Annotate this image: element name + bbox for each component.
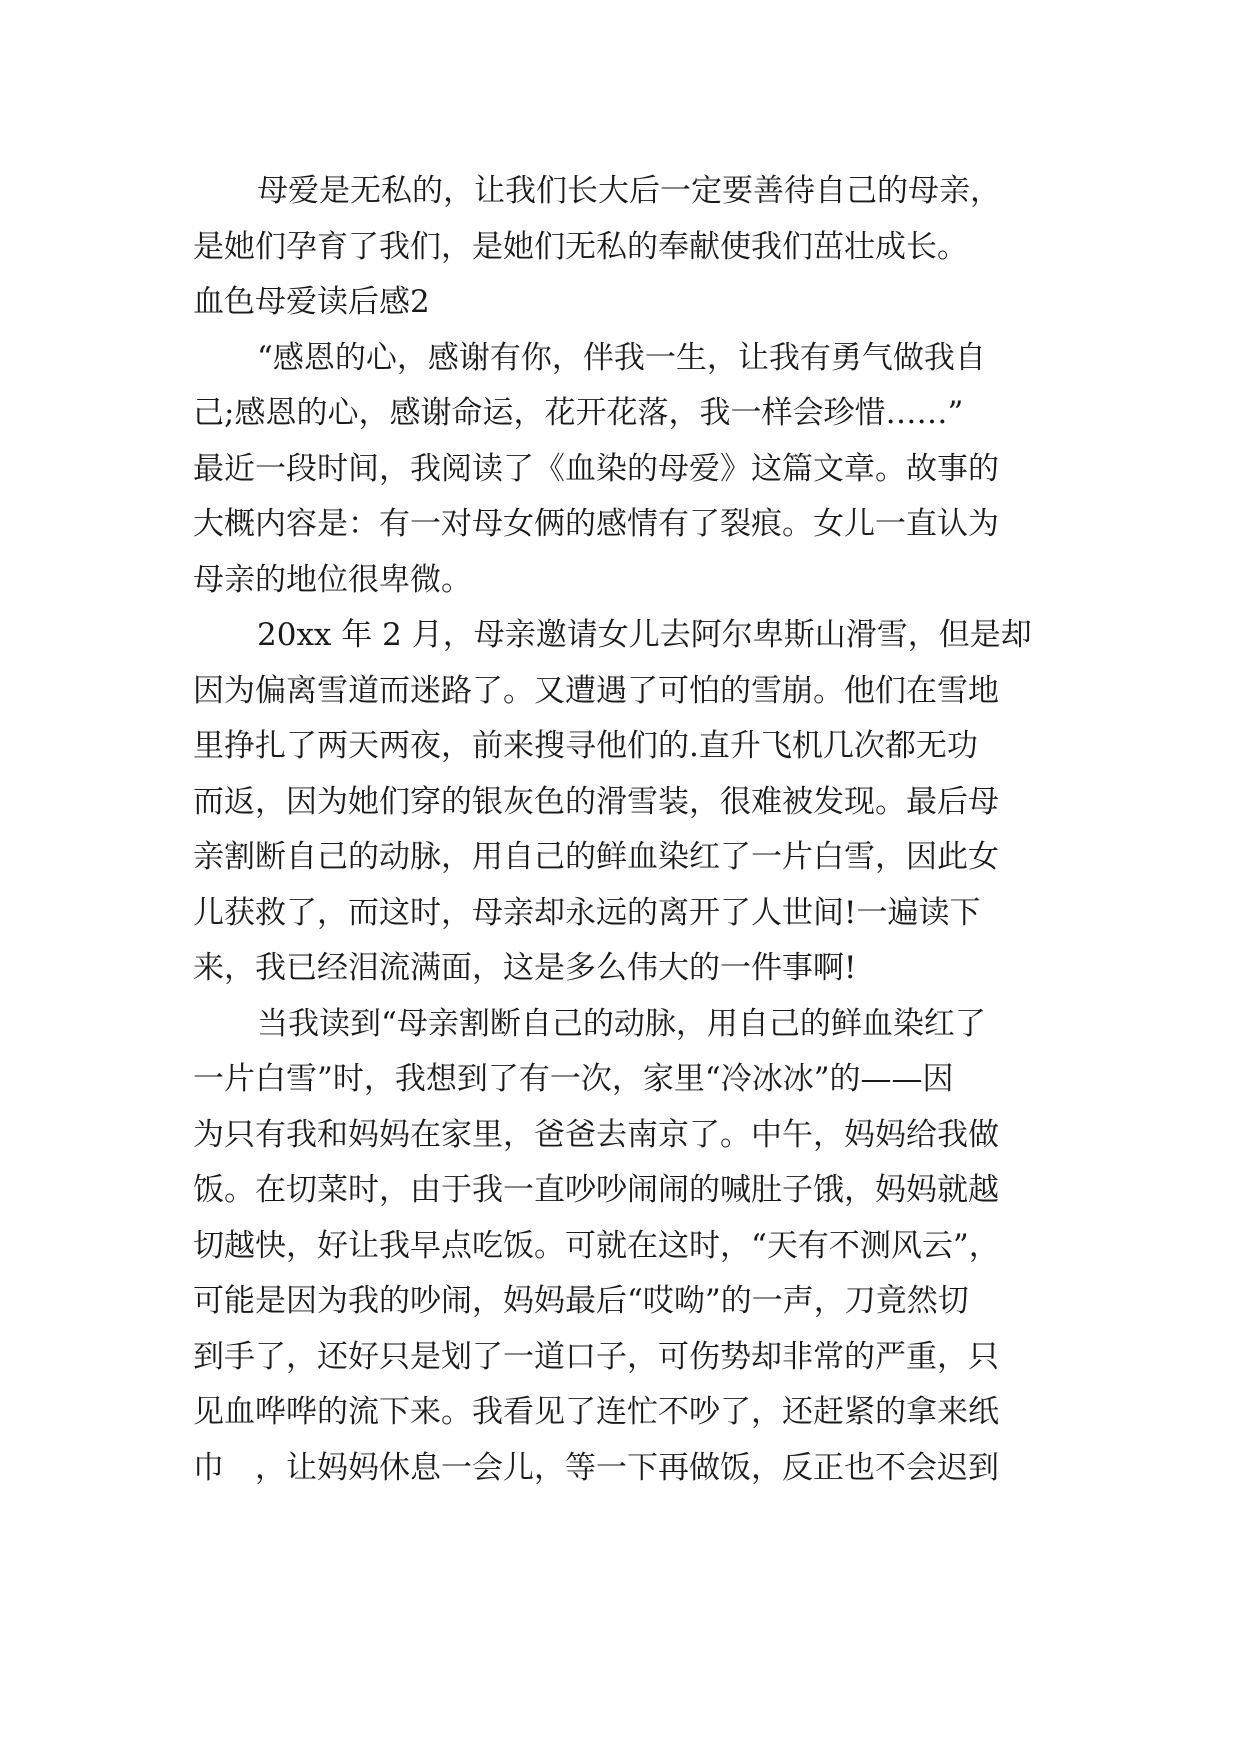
paragraph-line: 到手了，还好只是划了一道口子，可伤势却非常的严重，只 [193, 1338, 999, 1375]
paragraph-line: 当我读到“母亲割断自己的动脉，用自己的鲜血染红了 [257, 1005, 986, 1042]
paragraph-line: 里挣扎了两天两夜，前来搜寻他们的.直升飞机几次都无功 [193, 728, 978, 764]
paragraph-line: 可能是因为我的吵闹，妈妈最后“哎呦”的一声，刀竟然切 [193, 1283, 969, 1319]
paragraph-line: 饭。在切菜时，由于我一直吵吵闹闹的喊肚子饿，妈妈就越 [193, 1172, 999, 1208]
paragraph-line: 己;感恩的心，感谢命运，花开花落，我一样会珍惜……” [193, 395, 964, 431]
paragraph-line: 而返，因为她们穿的银灰色的滑雪装，很难被发现。最后母 [193, 783, 999, 820]
paragraph-line: 一片白雪”时，我想到了有一次，家里“冷冰冰”的——因 [193, 1061, 954, 1097]
paragraph-line: 巾 ，让妈妈休息一会儿，等一下再做饭，反正也不会迟到 [193, 1449, 999, 1486]
paragraph-line: 因为偏离雪道而迷路了。又遭遇了可怕的雪崩。他们在雪地 [193, 672, 999, 709]
document-body [193, 164, 1053, 1496]
section-heading: 血色母爱读后感2 [193, 284, 430, 320]
paragraph-line: 是她们孕育了我们，是她们无私的奉献使我们茁壮成长。 [193, 228, 968, 265]
paragraph-line: 母爱是无私的，让我们长大后一定要善待自己的母亲， [257, 173, 1001, 209]
paragraph-line: 20xx 年 2 月，母亲邀请女儿去阿尔卑斯山滑雪，但是却 [257, 617, 1032, 653]
paragraph-line: 最近一段时间，我阅读了《血染的母爱》这篇文章。故事的 [193, 450, 999, 487]
paragraph-line: 见血哗哗的流下来。我看见了连忙不吵了，还赶紧的拿来纸 [193, 1394, 999, 1430]
paragraph-line: 来，我已经泪流满面，这是多么伟大的一件事啊! [193, 950, 857, 986]
paragraph-line: 亲割断自己的动脉，用自己的鲜血染红了一片白雪，因此女 [193, 839, 999, 875]
paragraph-line: 切越快，好让我早点吃饭。可就在这时，“天有不测风云”， [193, 1227, 1000, 1264]
paragraph-line: “感恩的心，感谢有你，伴我一生，让我有勇气做我自 [257, 339, 986, 376]
paragraph-line: 为只有我和妈妈在家里，爸爸去南京了。中午，妈妈给我做 [193, 1116, 999, 1153]
paragraph-line: 大概内容是：有一对母女俩的感情有了裂痕。女儿一直认为 [193, 506, 999, 542]
paragraph-line: 儿获救了，而这时，母亲却永远的离开了人世间!一遍读下 [193, 894, 981, 931]
paragraph-line: 母亲的地位很卑微。 [193, 561, 472, 598]
